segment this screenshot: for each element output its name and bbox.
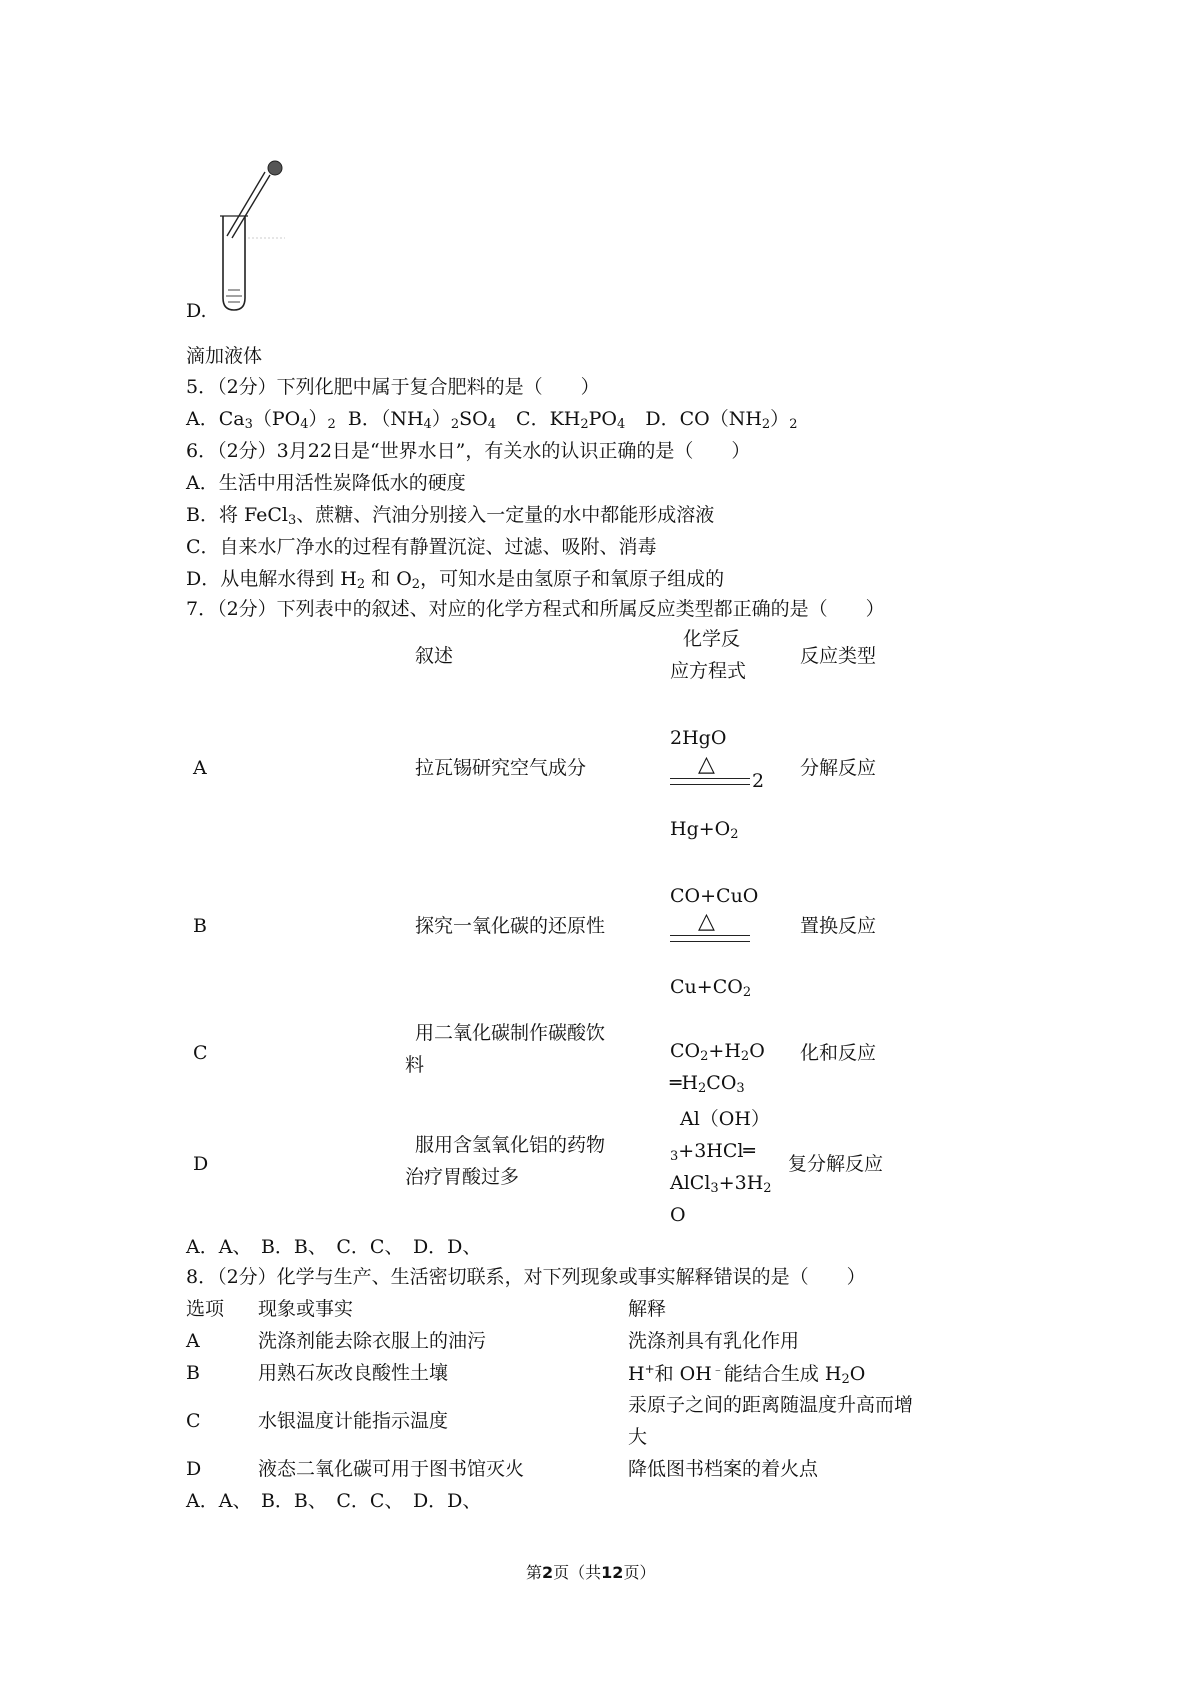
q8-row-b-opt: B xyxy=(186,1362,200,1384)
option-d-label: D. xyxy=(186,300,207,322)
q7-row-a-eq-top: 2HgO xyxy=(670,727,727,749)
q8-header-fact: 现象或事实 xyxy=(258,1298,354,1320)
q8-row-c-expl-line1: 汞原子之间的距离随温度升高而增 xyxy=(628,1394,914,1416)
q8-row-b-fact: 用熟石灰改良酸性土壤 xyxy=(258,1362,449,1384)
q7-row-d-eq-line4: O xyxy=(670,1204,686,1226)
q7-row-c-desc-line1: 用二氧化碳制作碳酸饮 xyxy=(415,1022,606,1044)
q7-row-c-key: C xyxy=(193,1042,208,1064)
q7-row-d-eq-line3: $AlCl_3+3H_2$ xyxy=(670,1172,772,1196)
q7-row-c-eq-line2: $═H_2CO_3$ xyxy=(670,1072,745,1096)
q7-row-b-desc: 探究一氧化碳的还原性 xyxy=(415,915,606,937)
page-footer: 第2页（共12页） xyxy=(526,1563,656,1582)
dropper-test-tube-illustration xyxy=(215,158,295,318)
q7-row-d-desc-line1: 服用含氢氧化铝的药物 xyxy=(415,1134,606,1156)
q7-row-d-eq-line2: $_3$+3HCl═ xyxy=(670,1140,755,1164)
q7-row-c-eq-line1: $CO_2+H_2O$ xyxy=(670,1040,765,1064)
q7-header-eq-line2: 应方程式 xyxy=(670,660,747,682)
q8-row-a-expl: 洗涤剂具有乳化作用 xyxy=(628,1330,800,1352)
q6-stem: 6．（2分）3月22日是“世界水日”，有关水的认识正确的是（ ） xyxy=(186,440,751,462)
q7-row-b-eq-top: CO+CuO xyxy=(670,885,759,907)
q7-row-d-desc-line2: 治疗胃酸过多 xyxy=(405,1166,520,1188)
q6-option-a: A．生活中用活性炭降低水的硬度 xyxy=(186,472,466,494)
q7-row-a-key: A xyxy=(193,757,207,779)
option-d-caption: 滴加液体 xyxy=(186,345,263,367)
heat-triangle-icon: △ xyxy=(698,909,715,934)
q7-row-c-desc-line2: 料 xyxy=(405,1054,425,1076)
equation-equals-bar xyxy=(670,935,750,942)
q7-header-eq-line1: 化学反 xyxy=(683,628,741,650)
q8-row-a-opt: A xyxy=(186,1330,200,1352)
q7-stem: 7．（2分）下列表中的叙述、对应的化学方程式和所属反应类型都正确的是（ ） xyxy=(186,598,885,620)
q5-options: A．$Ca_3(PO_4)_2$ B．$(NH_4)_2SO_4$ C．$KH_2PO_4$ D．$CO(NH_2)_2$ xyxy=(186,408,798,432)
q6-option-c: C．自来水厂净水的过程有静置沉淀、过滤、吸附、消毒 xyxy=(186,536,657,558)
q6-option-b: B．将 FeCl$_3$、蔗糖、汽油分别接入一定量的水中都能形成溶液 xyxy=(186,504,715,528)
q7-row-b-eq-bottom: $Cu+CO_2$ xyxy=(670,976,752,1000)
q7-row-a-eq-bottom: $Hg+O_2$ xyxy=(670,818,739,842)
q7-row-b-key: B xyxy=(193,915,207,937)
q7-row-a-type: 分解反应 xyxy=(800,757,877,779)
q8-row-d-opt: D xyxy=(186,1458,202,1480)
q7-answer-options: A．A、 B．B、 C．C、 D．D、 xyxy=(186,1236,482,1258)
q7-row-d-eq-line1: Al（OH） xyxy=(680,1108,770,1130)
q7-row-b-type: 置换反应 xyxy=(800,915,877,937)
q5-stem: 5．（2分）下列化肥中属于复合肥料的是（ ） xyxy=(186,376,600,398)
q8-stem: 8．（2分）化学与生产、生活密切联系，对下列现象或事实解释错误的是（ ） xyxy=(186,1266,866,1288)
q8-row-b-expl: H+和 OH﹣能结合生成 $H_2O$ xyxy=(628,1362,866,1387)
equation-equals-bar xyxy=(670,778,750,785)
q8-row-d-fact: 液态二氧化碳可用于图书馆灭火 xyxy=(258,1458,525,1480)
q8-header-explanation: 解释 xyxy=(628,1298,667,1320)
q7-header-desc: 叙述 xyxy=(415,645,454,667)
q8-header-option: 选项 xyxy=(186,1298,225,1320)
q8-row-c-fact: 水银温度计能指示温度 xyxy=(258,1410,449,1432)
q8-row-d-expl: 降低图书档案的着火点 xyxy=(628,1458,819,1480)
q7-header-type: 反应类型 xyxy=(800,645,877,667)
q8-row-c-expl-line2: 大 xyxy=(628,1426,648,1448)
q7-row-d-key: D xyxy=(193,1153,209,1175)
q8-row-a-fact: 洗涤剂能去除衣服上的油污 xyxy=(258,1330,487,1352)
q7-row-a-eq-tail: 2 xyxy=(752,770,765,792)
heat-triangle-icon: △ xyxy=(698,752,715,777)
q7-row-c-type: 化和反应 xyxy=(800,1042,877,1064)
q7-row-a-desc: 拉瓦锡研究空气成分 xyxy=(415,757,587,779)
q6-option-d: D．从电解水得到 $H_2$ 和 $O_2$，可知水是由氢原子和氧原子组成的 xyxy=(186,568,725,592)
q8-row-c-opt: C xyxy=(186,1410,201,1432)
q8-answer-options: A．A、 B．B、 C．C、 D．D、 xyxy=(186,1490,482,1512)
q7-row-d-type: 复分解反应 xyxy=(788,1153,884,1175)
